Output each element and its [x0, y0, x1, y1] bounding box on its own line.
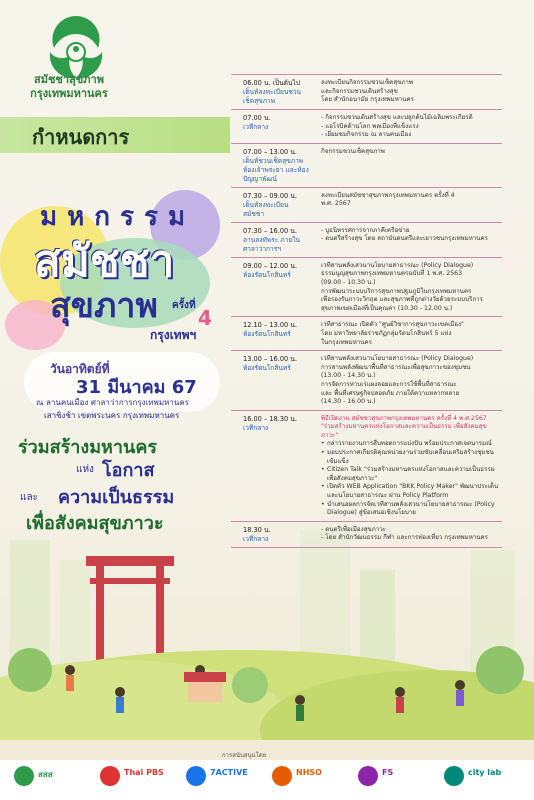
venue-line2: เสาชิงช้า เขตพระนคร กรุงเทพมหานคร — [44, 411, 180, 420]
schedule-desc-line: สุขภาพเขตเมืองที่เป็นคุณค่า (10.30 - 12.00 น.) — [321, 304, 453, 312]
schedule-desc-line: (13.00 - 14.30 น.) — [321, 372, 376, 380]
sponsor-logo-label: 7ACTIVE — [210, 768, 248, 777]
schedule-place: ห้องรัตนโกสินทร์ — [243, 364, 291, 373]
schedule-desc-line: เวทีสานพลังเสวนานโยบายสาธารณะ (Policy Dialogue) — [321, 355, 474, 363]
slogan-line2: โอกาส — [102, 460, 155, 481]
schedule-time-cell — [231, 258, 313, 317]
sponsor-logo-icon — [14, 766, 34, 786]
event-title-line2: สมัชชา — [34, 236, 175, 287]
schedule-desc-cell — [313, 144, 502, 187]
schedule-time-cell — [231, 522, 313, 547]
schedule-desc-line: เพื่อรองรับภาวะวิกฤต และสุขภาพที่ถูกต่างวัยด้วยระบบบริการ — [321, 296, 483, 304]
org-name-line1: สมัชชาสุขภาพ — [34, 73, 104, 86]
round-number: 4 — [198, 306, 212, 330]
sponsor-logo-icon — [358, 766, 378, 786]
support-label: การสนับสนุนโดย — [222, 752, 267, 759]
event-title-line3: สุขภาพ — [50, 286, 158, 326]
venue-line1: ณ ลานคนเมือง ศาลาว่าการกรุงเทพมหานคร — [36, 398, 189, 407]
schedule-desc-line: เวทีสานพลังเสวนานโยบายสาธารณะ (Policy Dialogue) — [321, 261, 474, 269]
schedule-place: ลานลงทัพระ ภายในศาลาว่าการฯ — [243, 235, 301, 253]
schedule-time: 13.00 – 16.00 น. — [243, 355, 297, 364]
schedule-row — [231, 411, 502, 522]
event-day: วันอาทิตย์ที่ — [50, 362, 110, 376]
schedule-time-cell — [231, 223, 313, 257]
schedule-time-cell — [231, 351, 313, 410]
city-park-illustration — [0, 520, 534, 740]
schedule-bullet: • นำเสนอผลการจัดเวทีสานพลังเสวนานโยบายสาธารณะ (Policy Dialogue) สู่ข้อเสนอเชิงนโยบาย — [321, 501, 500, 518]
schedule-row — [231, 110, 502, 144]
slogan-line1: ร่วมสร้างมหานคร — [18, 437, 158, 458]
schedule-desc-line: เวทีสาธารณะ เปิดตัว "ศูนย์วิชาการสุขภาวะเขตเมือง" — [321, 321, 464, 329]
sponsor-logo-label: Thai PBS — [124, 768, 164, 777]
org-name-line2: กรุงเทพมหานคร — [30, 87, 108, 100]
schedule-place: เต็นท์ชวนเช็คสุขภาพ ห้องเจ้าพระยา และห้องปัญญาพัฒน์ — [243, 156, 309, 183]
schedule-desc-line: โดย มหาวิทยาลัยราชภัฏกลุ่มรัตนโกสินทร์ 5 แห่ง — [321, 329, 452, 337]
slogan-line2-prefix: แห่ง — [76, 464, 94, 475]
schedule-bullet: • เปิดตัว WEB Application "BKK Policy Maker" พัฒนาประเด็นและนโยบายสาธารณะ ผ่าน Policy Platform — [321, 483, 500, 500]
schedule-desc-cell — [313, 317, 502, 350]
schedule-desc-line: - บูธนิทรรศการจากภาคีเครือข่าย — [321, 226, 410, 234]
schedule-time: 18.30 น. — [243, 525, 271, 534]
schedule-desc-cell — [313, 223, 502, 257]
schedule-row — [231, 223, 502, 258]
schedule-place: เวทีกลาง — [243, 534, 269, 543]
schedule-desc-line: ธรรมนูญสุขภาพกรุงเทพมหานครฉบับที่ 1 พ.ศ. 2563 — [321, 270, 463, 278]
schedule-desc-line: ในกรุงเทพมหานคร — [321, 338, 372, 346]
sponsor-logo-label: city lab — [468, 768, 502, 777]
schedule-desc-line: - ดนตรีเพื่อเมืองสุขภาวะ — [321, 525, 386, 533]
schedule-desc-line: ลงทะเบียนกิจกรรมชวนเช็คสุขภาพ — [321, 79, 413, 86]
schedule-desc-line: การจัดการหาบเร่แผงลอยและการใช้พื้นที่สาธารณะ — [321, 380, 457, 388]
schedule-desc-line: - กิจกรรมชวนเดินสร้างสุข และปลูกต้นไม้เฉลิมพระเกียรติ — [321, 114, 473, 121]
schedule-highlight-line: "ร่วมสร้างมหานครแห่งโอกาสและความเป็นธรรม เพื่อสังคมสุขภาวะ" — [321, 423, 487, 439]
schedule-desc-cell — [313, 188, 502, 222]
schedule-desc-line: - เยี่ยมชมกิจกรรม ณ ลานคนเมือง — [321, 131, 412, 139]
schedule-table — [231, 74, 502, 548]
schedule-place: เต็นท์ลงทะเบียนสมัชชา — [243, 200, 289, 218]
schedule-row — [231, 522, 502, 548]
slogan-line4: เพื่อสังคมสุขภาวะ — [26, 513, 164, 534]
slogan-line3-prefix: และ — [20, 492, 38, 503]
schedule-time: 12.10 – 13.00 น. — [243, 321, 297, 330]
schedule-place: เวทีกลาง — [243, 423, 269, 432]
schedule-time-cell — [231, 317, 313, 350]
schedule-desc-cell — [313, 258, 502, 317]
schedule-time-cell — [231, 188, 313, 222]
schedule-row — [231, 188, 502, 223]
schedule-row — [231, 144, 502, 188]
schedule-time: 07.00 น. — [243, 114, 271, 122]
schedule-highlight-line: พิธีเปิดงาน สมัชชาสุขภาพกรุงเทพมหานคร ครั้งที่ 4 พ.ศ.2567 — [321, 414, 487, 422]
schedule-time: 06.00 น. เป็นต้นไป — [243, 79, 300, 87]
event-title-line1: มหกรรม — [40, 202, 196, 232]
schedule-place: ห้องรัตนโกสินทร์ — [243, 270, 291, 279]
sponsor-logo-icon — [100, 766, 120, 786]
schedule-place: ห้องรัตนโกสินทร์ — [243, 330, 291, 339]
schedule-desc-cell — [313, 411, 502, 521]
sponsor-logo-label: FS — [382, 768, 394, 777]
schedule-desc-line: การสานพลังพัฒนาพื้นที่สาธารณะเพื่อสุขภาวะของชุมชน — [321, 363, 471, 371]
schedule-time-cell — [231, 110, 313, 143]
schedule-place: เต็นท์ลงทะเบียนชวนเช็คสุขภาพ — [243, 88, 302, 105]
schedule-time: 07.30 – 09.00 น. — [243, 191, 297, 200]
schedule-time: 07.00 – 13.00 น. — [243, 147, 297, 156]
schedule-time: 16.00 – 18.30 น. — [243, 414, 297, 423]
schedule-desc-line: - ดนตรีสร้างสุข โดย สถาบันดนตรีและเยาวชนกรุงเทพมหานคร — [321, 235, 488, 243]
schedule-row — [231, 258, 502, 318]
schedule-desc-line: - โดย สำนักวัฒนธรรม กีฬา และการท่องเที่ยว กรุงเทพมหานคร — [321, 534, 488, 542]
schedule-bullet: • มอบประกาศเกียรติคุณหน่วยงานร่วมขับเคลื่อนเสริมสร้างชุมชนเข้มแข็ง — [321, 449, 500, 466]
schedule-time-cell — [231, 144, 313, 187]
schedule-desc-cell — [313, 522, 502, 547]
schedule-desc-line: โดย สำนักอนามัย กรุงเทพมหานคร — [321, 96, 414, 104]
schedule-desc-line: และกิจกรรมชวนเดินสร้างสุข — [321, 87, 398, 95]
round-label: ครั้งที่ — [172, 300, 196, 311]
event-city: กรุงเทพฯ — [150, 328, 197, 342]
schedule-bullet: • Citizen Talk "ร่วมสร้างมหานครแห่งโอกาสและความเป็นธรรม เพื่อสังคมสุขภาวะ" — [321, 466, 500, 483]
schedule-desc-line: - แอโรบิคด้านโลก พลเมืองที่แข็งแรง — [321, 122, 419, 130]
agenda-title: กำหนดการ — [32, 125, 130, 149]
schedule-time: 09.00 – 12.00 น. — [243, 261, 297, 270]
schedule-desc-line: และ พื้นที่เศรษฐกิจปลอดภัย ภายใต้ความหลากหลาย — [321, 389, 460, 397]
schedule-bullet: • กล่าวรายงานการสืบทอดการแบ่งปัน พร้อมประกาศเจตนารมณ์ — [321, 440, 500, 449]
sponsor-logo-icon — [186, 766, 206, 786]
schedule-desc-line: กิจกรรมชวนเช็คสุขภาพ — [321, 147, 385, 155]
schedule-desc-line: ลงทะเบียนสมัชชาสุขภาพกรุงเทพมหานคร ครั้งที่ 4 — [321, 191, 455, 199]
sponsor-logo-icon — [444, 766, 464, 786]
sponsor-logo-label: NHSO — [296, 768, 322, 777]
schedule-desc-line: การพัฒนาระบบบริการสุขภาพปฐมภูมิในกรุงเทพมหานคร — [321, 287, 472, 295]
sponsor-logo-icon — [272, 766, 292, 786]
schedule-row — [231, 351, 502, 411]
schedule-desc-line: (14.30 - 16.00 น.) — [321, 398, 376, 406]
schedule-desc-cell — [313, 351, 502, 410]
schedule-time-cell — [231, 411, 313, 521]
schedule-desc-line: พ.ศ. 2567 — [321, 200, 351, 208]
schedule-place: เวทีกลาง — [243, 123, 269, 131]
schedule-time: 07.30 – 16.00 น. — [243, 226, 297, 235]
slogan-line3: ความเป็นธรรม — [58, 487, 175, 508]
schedule-desc-line: (09.00 - 10.30 น.) — [321, 278, 376, 286]
schedule-row — [231, 317, 502, 351]
schedule-desc-cell — [313, 110, 502, 143]
schedule-row — [231, 75, 502, 110]
sponsor-logo-label: สสส — [38, 770, 53, 779]
schedule-desc-cell — [313, 75, 502, 109]
schedule-time-cell — [231, 75, 313, 109]
event-date: 31 มีนาคม 67 — [76, 377, 197, 398]
